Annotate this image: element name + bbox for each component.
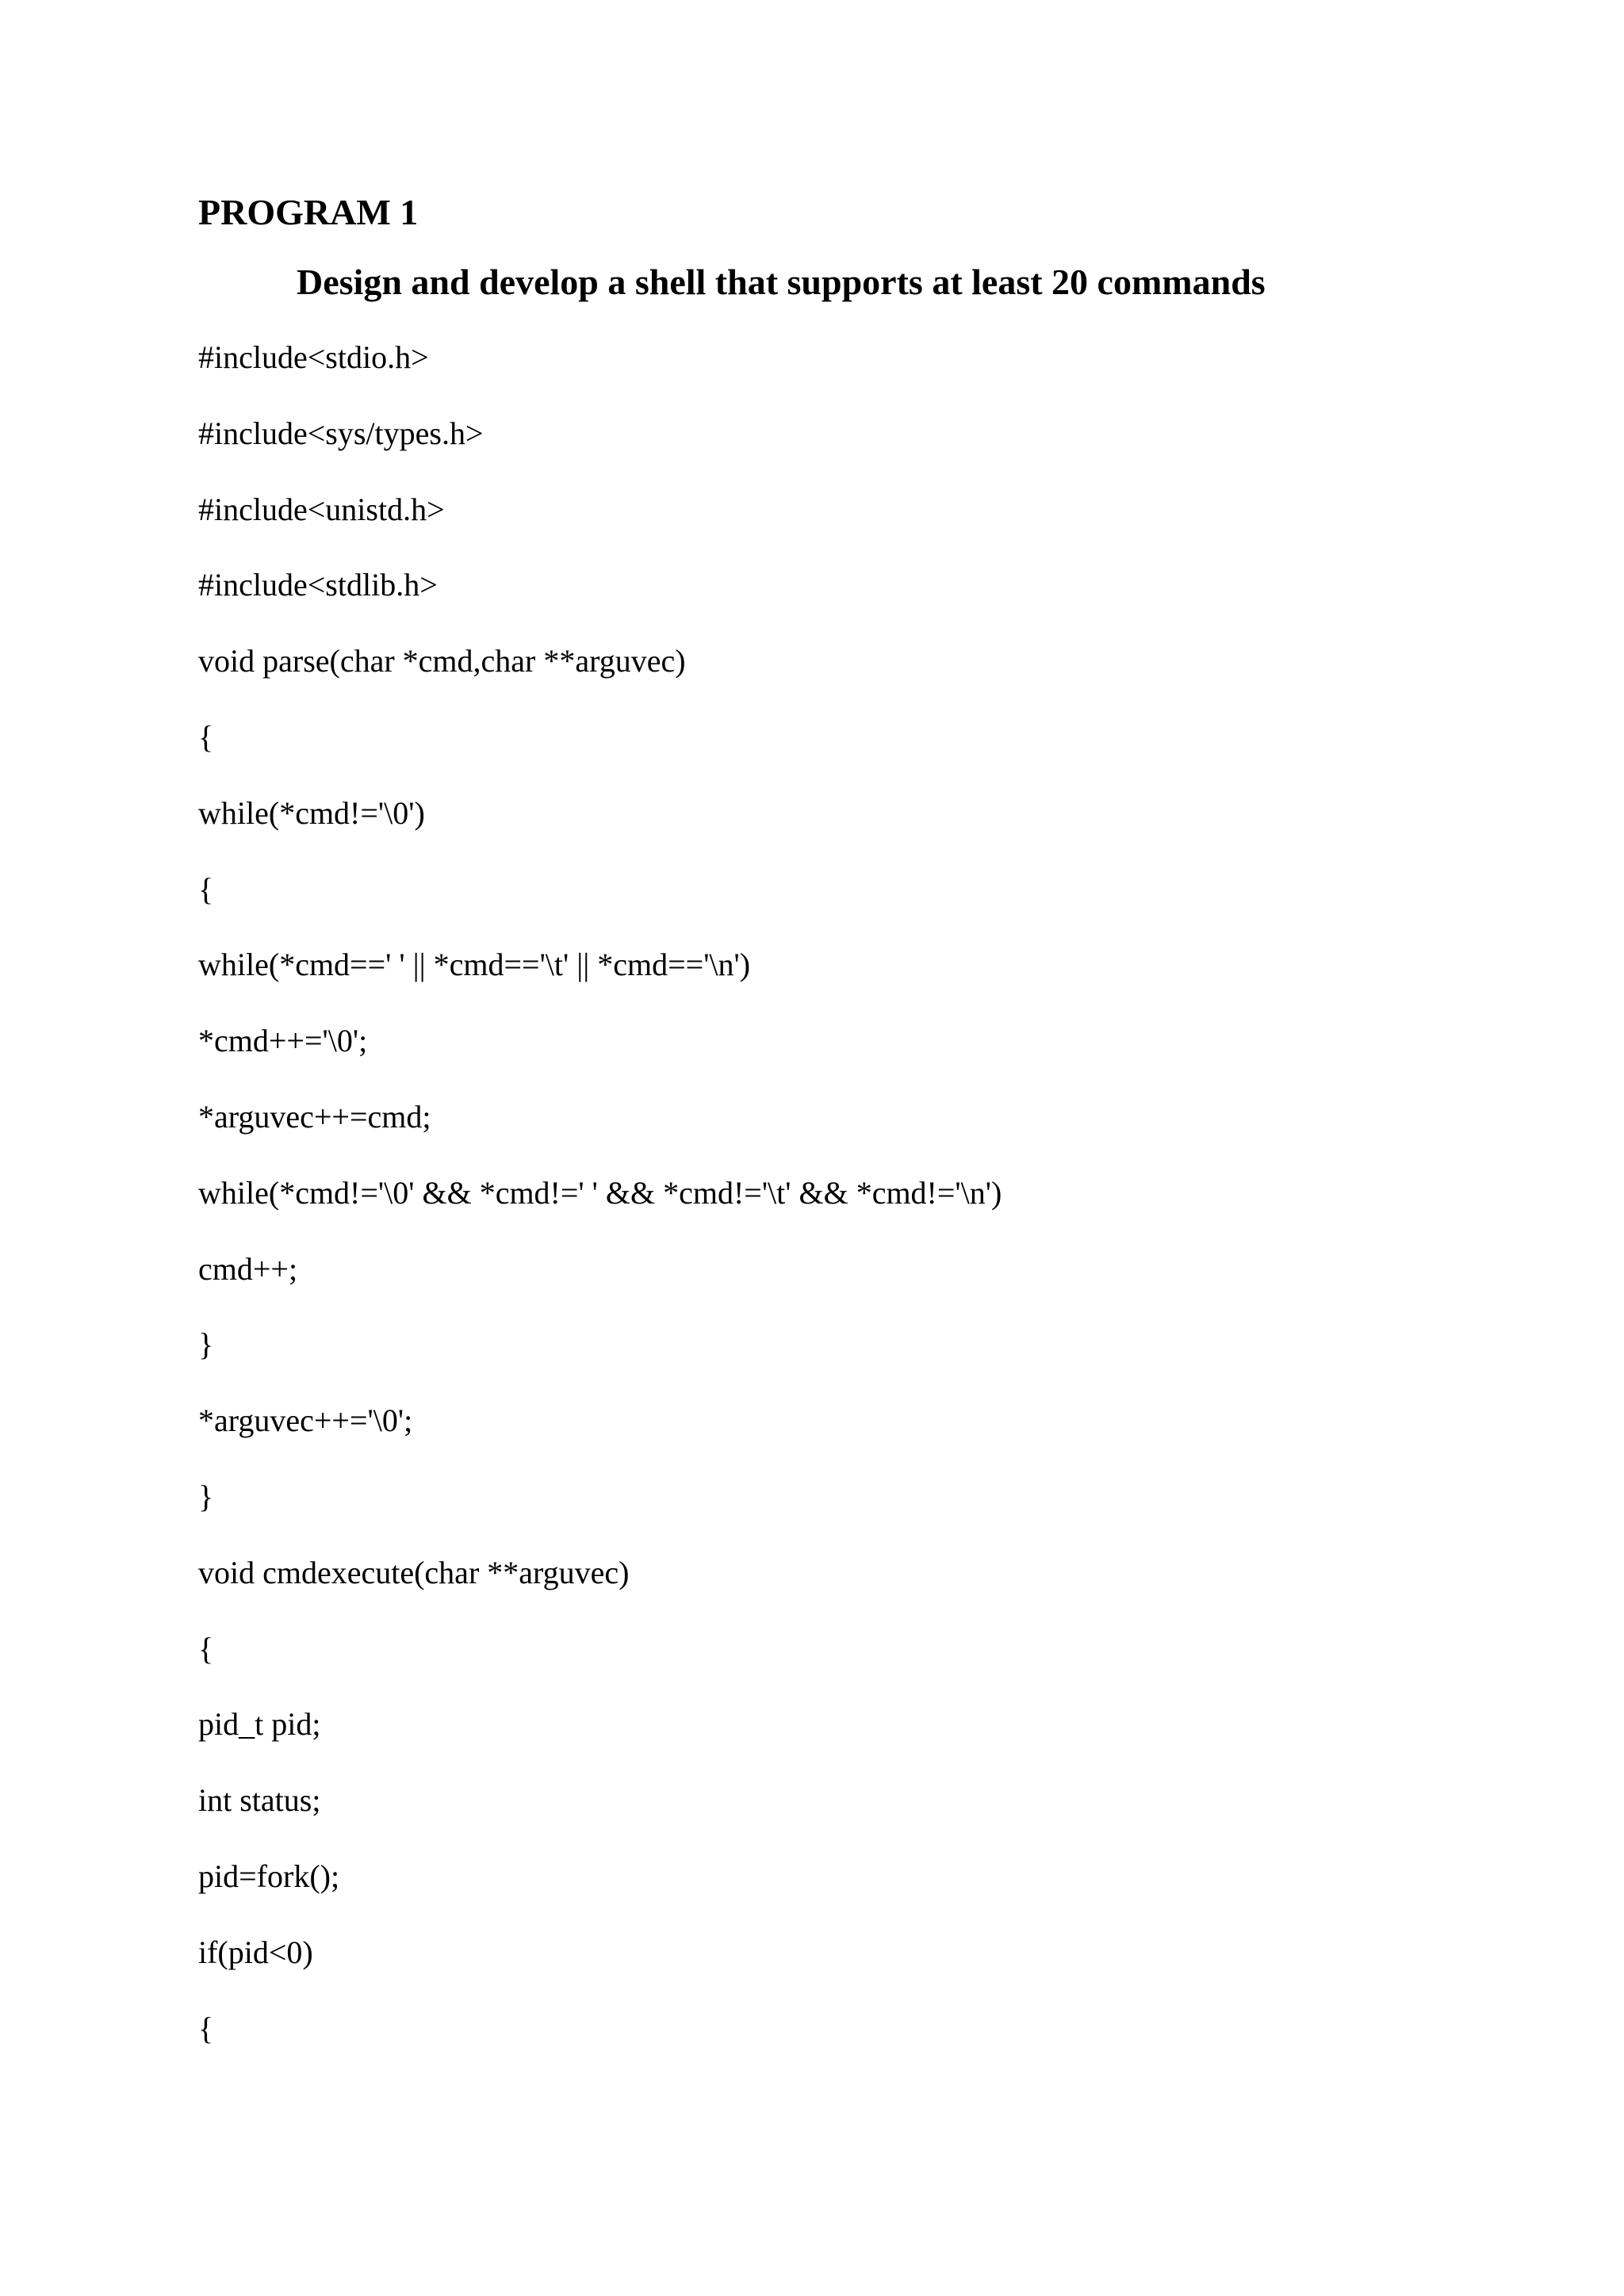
code-line: {	[198, 1630, 214, 1667]
code-line: while(*cmd!='\0' && *cmd!=' ' && *cmd!='\t' && *cmd!='\n')	[198, 1174, 1002, 1211]
code-line: void cmdexecute(char **arguvec)	[198, 1554, 630, 1590]
code-line: #include<unistd.h>	[198, 491, 445, 527]
code-line: *cmd++='\0';	[198, 1023, 368, 1059]
code-line: #include<stdio.h>	[198, 339, 429, 375]
program-title: Design and develop a shell that supports at least 20 commands	[297, 262, 1266, 302]
code-line: {	[198, 2010, 214, 2046]
code-line: *arguvec++=cmd;	[198, 1098, 431, 1135]
code-line: *arguvec++='\0';	[198, 1402, 413, 1439]
code-line: int status;	[198, 1782, 321, 1819]
code-line: pid_t pid;	[198, 1706, 321, 1743]
code-line: while(*cmd!='\0')	[198, 794, 425, 831]
code-line: cmd++;	[198, 1250, 298, 1287]
program-heading: PROGRAM 1	[198, 192, 419, 232]
code-listing	[198, 339, 1002, 2085]
code-line: }	[198, 1326, 214, 1363]
code-line: }	[198, 1478, 214, 1514]
code-line: {	[198, 718, 214, 755]
code-line: #include<stdlib.h>	[198, 567, 438, 603]
code-line: #include<sys/types.h>	[198, 415, 484, 451]
code-line: while(*cmd==' ' || *cmd=='\t' || *cmd=='\n')	[198, 947, 751, 983]
code-line: void parse(char *cmd,char **arguvec)	[198, 643, 686, 679]
code-line: {	[198, 871, 214, 907]
code-line: if(pid<0)	[198, 1934, 313, 1970]
code-line: pid=fork();	[198, 1858, 340, 1894]
